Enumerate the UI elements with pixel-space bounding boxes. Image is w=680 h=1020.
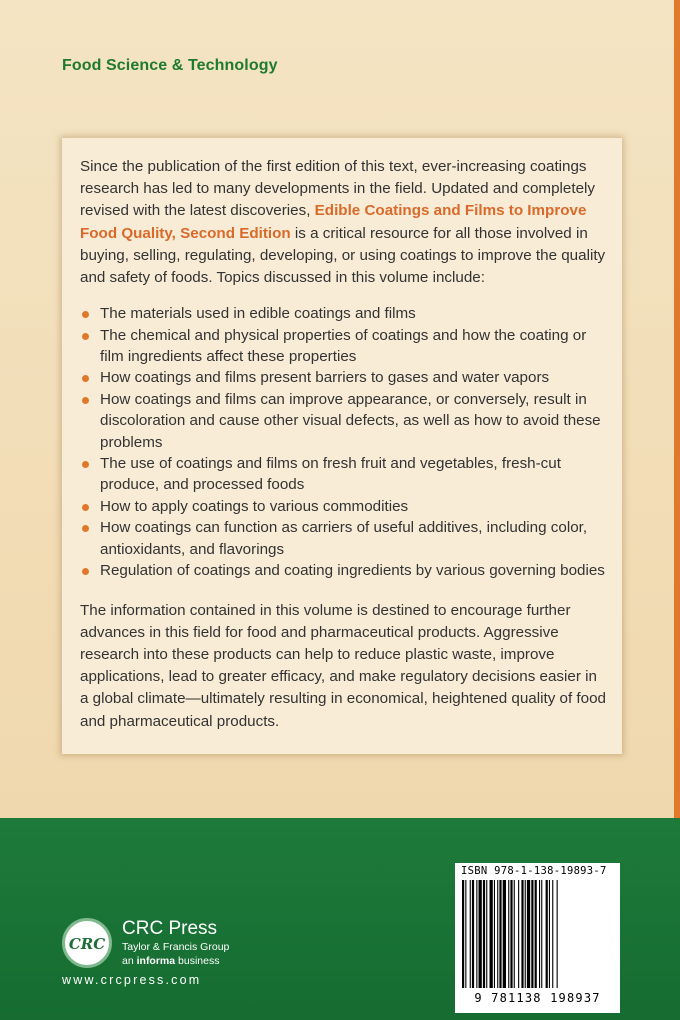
barcode-bar (490, 880, 493, 988)
barcode-bar (541, 880, 542, 988)
barcode-bar (527, 880, 530, 988)
barcode-bar (462, 880, 464, 988)
barcode-bar (535, 880, 537, 988)
list-item-text: How coatings can function as carriers of useful additives, including color, antioxidants, and flavorings (100, 519, 588, 558)
list-item (80, 453, 606, 496)
list-item-text: The chemical and physical properties of coatings and how the coating or film ingredients affect these properties (100, 326, 587, 366)
footer-band (0, 818, 680, 1020)
list-item-text: How coatings and films can improve appearance, or conversely, result in discoloration and cause other visual defects, as well as how to avoid these problems (100, 390, 601, 451)
barcode-bar (546, 880, 548, 988)
list-item-text: How coatings and films present barriers to gases and water vapors (100, 369, 550, 387)
barcode-bar (549, 880, 550, 988)
informa-brand: informa (136, 955, 176, 967)
barcode-bar (510, 880, 512, 988)
barcode-bar (479, 880, 482, 988)
bullet-icon (82, 397, 89, 404)
barcode-number: 9 781138 198937 (474, 991, 601, 1005)
informa-line (122, 954, 229, 968)
bullet-icon (82, 461, 89, 468)
intro-text-before: Since the publication of the first edition of this text, ever-increasing coatings research has led to many developments in the field. Updated and completely revised with the latest discoveries, (80, 158, 595, 220)
bullet-icon (82, 525, 89, 532)
informa-prefix: an (122, 955, 137, 967)
intro-paragraph (80, 156, 606, 289)
bullet-icon (82, 375, 89, 382)
list-item (80, 367, 606, 388)
topics-list (80, 303, 606, 581)
barcode-bar (552, 880, 553, 988)
publisher-name: CRC Press (122, 918, 218, 939)
list-item (80, 389, 606, 453)
list-item-text: The use of coatings and films on fresh fruit and vegetables, fresh-cut produce, and processed foods (100, 455, 561, 494)
description-panel (62, 138, 622, 754)
barcode-bar (470, 880, 471, 988)
list-item (80, 325, 606, 368)
barcode-bar (476, 880, 477, 988)
category-label: Food Science & Technology (62, 57, 278, 74)
barcode-panel (455, 863, 620, 1013)
orange-edge-stripe (674, 0, 680, 818)
barcode-bar (557, 880, 558, 988)
barcode-bar (514, 880, 515, 988)
list-item (80, 517, 606, 560)
logo-lettering: CRC (68, 935, 106, 953)
barcode-bar (503, 880, 506, 988)
barcode-bar (518, 880, 519, 988)
informa-suffix: business (175, 955, 220, 967)
list-item (80, 303, 606, 324)
barcode-bar (525, 880, 526, 988)
barcode-bar (499, 880, 501, 988)
closing-paragraph: The information contained in this volume is destined to encourage further advances in this field for food and pharmaceutical products. Aggressive research into these products can help to reduce plastic waste, improve applications, lead to greater efficacy, and make regulatory decisions easier in a global climate—ultimately resulting in economical, heightened quality of food and pharmaceutical products. (80, 601, 606, 730)
book-title-highlight: Edible Coatings and Films to Improve Food Quality, Second Edition (80, 202, 587, 242)
barcode-bar (494, 880, 495, 988)
barcode-bar (472, 880, 474, 988)
list-item (80, 496, 606, 517)
barcode-bar (508, 880, 509, 988)
publisher-block (122, 918, 229, 968)
intro-text-after: is a critical resource for all those involved in buying, selling, regulating, developing, or using coatings to improve the quality and safety of foods. Topics discussed in this volume include: (80, 224, 606, 287)
bullet-icon (82, 504, 89, 511)
website-link[interactable]: www.crcpress.com (62, 973, 202, 987)
barcode-bar (486, 880, 487, 988)
barcode-bar (497, 880, 498, 988)
bullet-icon (82, 333, 89, 340)
list-item-text: The materials used in edible coatings and films (100, 305, 416, 323)
barcode-bar (531, 880, 533, 988)
barcode-bar (521, 880, 523, 988)
isbn-label: ISBN 978-1-138-19893-7 (461, 865, 607, 877)
list-item-text: Regulation of coatings and coating ingredients by various governing bodies (100, 562, 605, 580)
barcode-bar (465, 880, 466, 988)
barcode-bars (461, 880, 613, 988)
bullet-icon (82, 568, 89, 575)
list-item (80, 560, 606, 581)
crc-logo-icon (62, 918, 112, 968)
barcode-bar (539, 880, 540, 988)
list-item-text: How to apply coatings to various commodities (100, 497, 409, 515)
bullet-icon (82, 311, 89, 318)
barcode-bar (483, 880, 485, 988)
publisher-group: Taylor & Francis Group (122, 941, 230, 953)
description-text (80, 156, 606, 733)
